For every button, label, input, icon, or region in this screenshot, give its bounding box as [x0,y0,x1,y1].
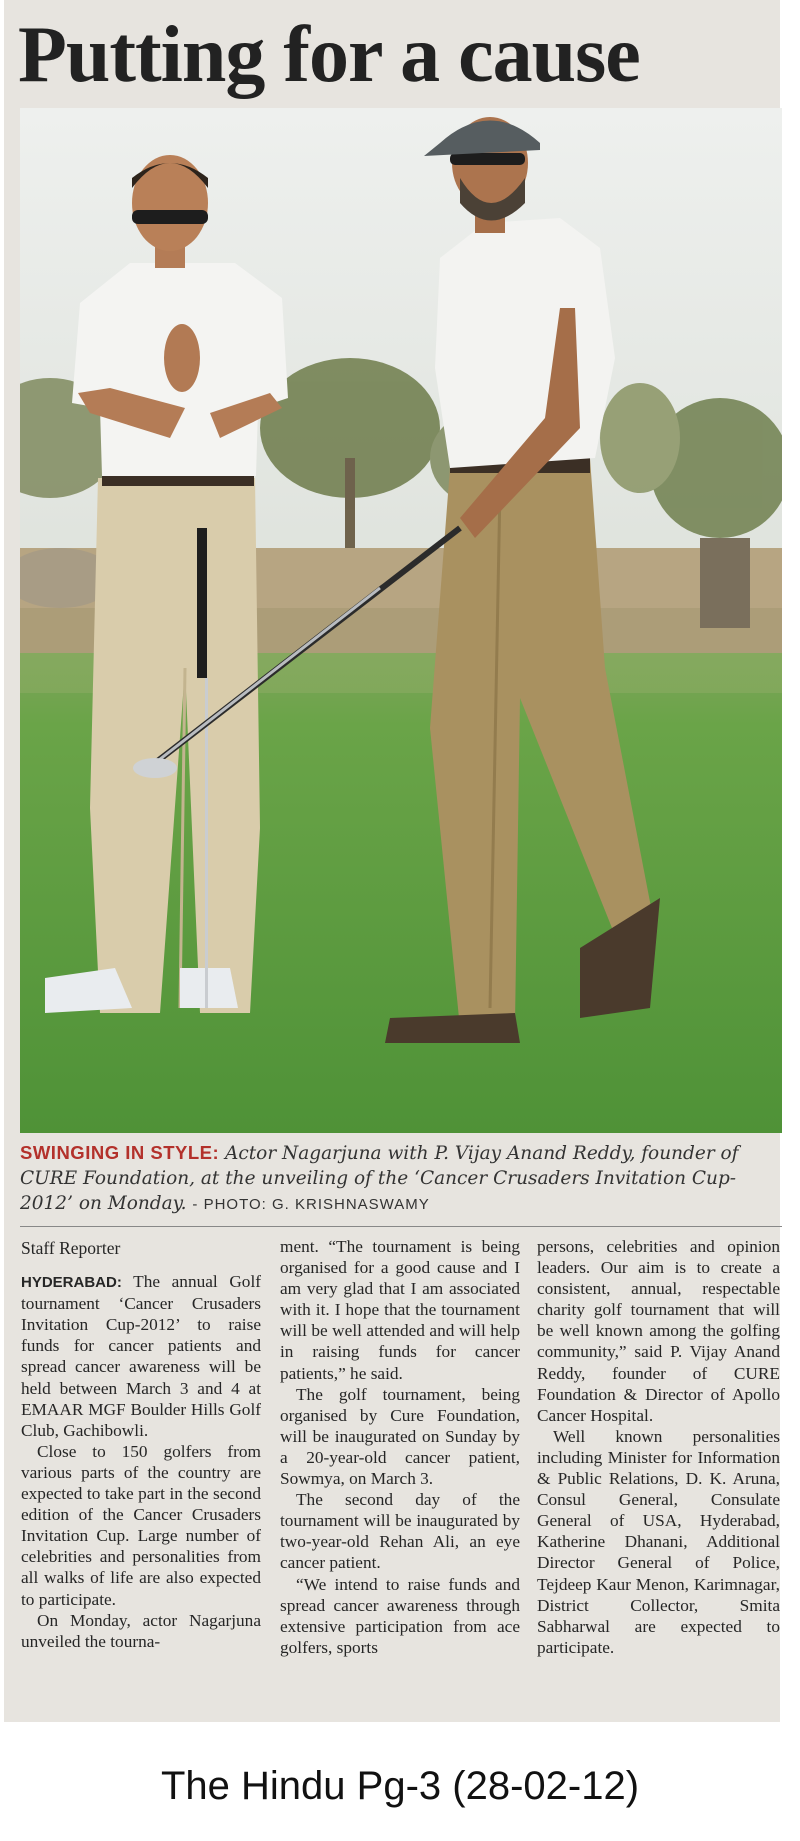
article-paragraph: Well known personalities including Minister for Information & Public Relations, D. K. Aruna, Consul General, Consulate General of USA, Hyderabad, Katherine Dhanani, Additional Director General of Police, Tejdeep Kaur Menon, Karimnagar, District Collector, Smita Sabharwal are expected to participate. [537,1426,780,1657]
article-column-1 [21,1236,261,1711]
paragraph-text: The annual Golf tournament ‘Cancer Crusaders Invitation Cup-2012’ to raise funds for cancer patients and spread cancer awareness will be held between March 3 and 4 at EMAAR MGF Boulder Hills Golf Club, Gachibowli. [21,1272,261,1440]
headline: Putting for a cause [18,11,640,99]
golf-photo [20,108,782,1133]
photo-caption [20,1140,765,1217]
article-paragraph: ment. “The tournament is being organised for a good cause and I am very glad that I am associated with it. I hope that the tournament will be well attended and will help in raising funds for cancer patients,” he said. [280,1237,520,1383]
article-paragraph: “We intend to raise funds and spread cancer awareness through extensive participation from ace golfers, sports [280,1574,520,1657]
caption-lead: SWINGING IN STYLE: [20,1142,220,1163]
caption-text: Actor Nagarjuna with P. Vijay Anand Reddy, founder of CURE Foundation, at the unveiling of the ‘Cancer Crusaders Invitation Cup-2012’ on Monday. [20,1143,739,1214]
article-paragraph: On Monday, actor Nagarjuna unveiled the tourna- [21,1610,261,1651]
newspaper-clipping [4,0,780,1722]
byline: Staff Reporter [21,1238,121,1258]
article-paragraph: persons, celebrities and opinion leaders. Our aim is to create a consistent, annual, respectable charity golf tournament that will be well known among the golfing community,” said P. Vijay Anand Reddy, founder of CURE Foundation & Director of Apollo Cancer Hospital. [537,1237,780,1425]
caption-rule [20,1226,782,1227]
article-paragraph: Close to 150 golfers from various parts of the country are expected to take part in the second edition of the Cancer Crusaders Invitation Cup. Large number of celebrities and personalities from all walks of life are also expected to participate. [21,1441,261,1609]
article-column-3 [537,1236,780,1711]
dateline: HYDERABAD: [21,1274,122,1292]
article-column-2 [280,1236,520,1711]
source-label: The Hindu Pg-3 (28-02-12) [160,1764,640,1808]
article-paragraph: The golf tournament, being organised by Cure Foundation, will be inaugurated on Sunday by a 20-year-old cancer patient, Sowmya, on March 3. [280,1384,520,1489]
photo-credit: - PHOTO: G. KRISHNASWAMY [192,1196,430,1213]
article-paragraph: The second day of the tournament will be inaugurated by two-year-old Rehan Ali, an eye cancer patient. [280,1490,520,1573]
article-paragraph [21,1271,261,1441]
